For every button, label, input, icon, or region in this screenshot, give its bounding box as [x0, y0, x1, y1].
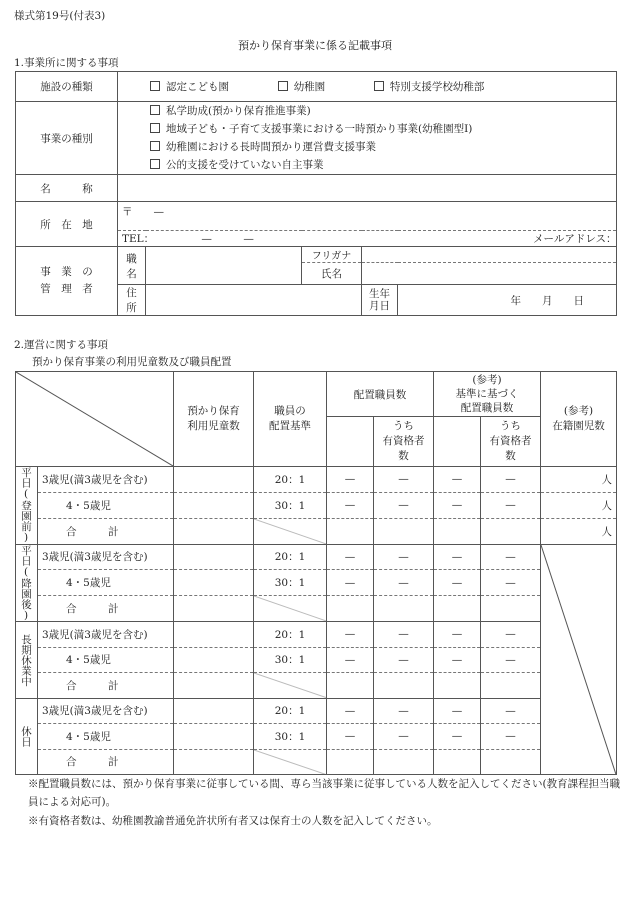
position-field[interactable] — [146, 247, 302, 285]
staff-ratio-cell: 20：1 — [254, 544, 327, 570]
age-group-label: 合 計 — [38, 749, 174, 775]
staff-ratio-cell: 20：1 — [254, 622, 327, 648]
age-group-label: 3歳児(満3歳児を含む) — [38, 698, 174, 724]
enrolled-count-cell[interactable]: 人 — [541, 492, 617, 518]
children-count-cell[interactable] — [174, 673, 254, 699]
staff-cell[interactable]: — — [374, 544, 434, 570]
staff-cell[interactable]: — — [481, 570, 541, 596]
email-label: メールアドレス： — [362, 231, 617, 247]
children-count-cell[interactable] — [174, 698, 254, 724]
facility-table — [15, 71, 617, 316]
staff-count-header: 配置職員数 — [327, 372, 434, 417]
person-name-label: 氏名 — [302, 263, 362, 285]
children-count-cell[interactable] — [174, 467, 254, 493]
staff-cell[interactable] — [481, 749, 541, 775]
address-label: 所 在 地 — [16, 202, 118, 247]
position-label: 職名 — [118, 247, 146, 285]
staff-cell[interactable]: — — [434, 647, 481, 673]
postal-code: 〒 — — [122, 206, 164, 218]
age-group-label: 合 計 — [38, 518, 174, 544]
staff-count-subheader — [327, 417, 374, 467]
children-count-cell[interactable] — [174, 647, 254, 673]
table-row — [16, 544, 617, 570]
manager-label: 事 業 の 管 理 者 — [16, 247, 118, 316]
children-count-cell[interactable] — [174, 749, 254, 775]
operations-table — [15, 371, 617, 775]
checkbox-icon[interactable] — [150, 159, 160, 169]
checkbox-icon[interactable] — [150, 123, 160, 133]
staff-cell[interactable]: — — [327, 698, 374, 724]
business-type-option[interactable]: 地域子ども・子育て支援事業における一時預かり事業(幼稚園型Ⅰ) — [150, 120, 612, 138]
checkbox-icon[interactable] — [374, 81, 384, 91]
table-row — [16, 596, 617, 622]
form-id: 様式第19号(付表3) — [14, 10, 106, 22]
birthdate-label: 生年 月日 — [362, 285, 398, 316]
staff-ratio-cell: 30：1 — [254, 724, 327, 750]
reference-staff-header: (参考) 基準に基づく 配置職員数 — [434, 372, 541, 417]
residence-label: 住所 — [118, 285, 146, 316]
staff-cell[interactable]: — — [327, 492, 374, 518]
staff-cell[interactable]: — — [327, 467, 374, 493]
period-label-text: 休日 — [20, 725, 32, 747]
staff-ratio-cell: 20：1 — [254, 698, 327, 724]
staff-cell[interactable] — [327, 673, 374, 699]
facility-type-option[interactable]: 幼稚園 — [278, 81, 326, 93]
staff-cell[interactable]: — — [481, 544, 541, 570]
staff-cell[interactable] — [434, 749, 481, 775]
note-qualified: ※有資格者数は、幼稚園教諭普通免許状所有者又は保育士の人数を記入してください。 — [28, 815, 438, 827]
business-type-label: 事業の種別 — [16, 102, 118, 175]
table-row — [16, 673, 617, 699]
staff-cell[interactable]: — — [327, 570, 374, 596]
checkbox-icon[interactable] — [150, 105, 160, 115]
section2-subheading: 預かり保育事業の利用児童数及び職員配置 — [32, 356, 232, 368]
residence-field[interactable] — [146, 285, 362, 316]
business-type-option[interactable]: 公的支援を受けていない自主事業 — [150, 156, 612, 174]
tel-field[interactable]: TEL： — — — [118, 231, 362, 247]
staff-cell[interactable]: — — [327, 622, 374, 648]
children-count-cell[interactable] — [174, 622, 254, 648]
name-field[interactable] — [118, 175, 617, 202]
staff-cell[interactable]: — — [327, 724, 374, 750]
staff-cell[interactable]: — — [374, 698, 434, 724]
age-group-label: 合 計 — [38, 596, 174, 622]
facility-type-options — [118, 72, 617, 102]
staff-cell[interactable] — [481, 673, 541, 699]
diagonal-line — [254, 673, 326, 698]
table-row — [16, 698, 617, 724]
age-group-label: 3歳児(満3歳児を含む) — [38, 467, 174, 493]
staff-ratio-cell: 30：1 — [254, 647, 327, 673]
staff-cell[interactable]: — — [374, 647, 434, 673]
staff-ratio-cell — [254, 749, 327, 775]
name-label: 名 称 — [16, 175, 118, 202]
staff-cell[interactable]: — — [481, 647, 541, 673]
staff-cell[interactable] — [327, 749, 374, 775]
staff-cell[interactable]: — — [481, 724, 541, 750]
age-group-label: 4・5歳児 — [38, 570, 174, 596]
furigana-field[interactable] — [362, 247, 617, 263]
table-row — [16, 570, 617, 596]
staff-cell[interactable] — [374, 596, 434, 622]
section1-heading: 1.事業所に関する事項 — [14, 57, 119, 69]
business-type-option[interactable]: 幼稚園における長時間預かり運営費支援事業 — [150, 138, 612, 156]
staff-cell[interactable]: — — [434, 544, 481, 570]
period-label — [16, 467, 38, 545]
staff-cell[interactable]: — — [374, 492, 434, 518]
enrolled-blank-cell — [541, 544, 617, 775]
children-count-cell[interactable] — [174, 492, 254, 518]
staff-cell[interactable]: — — [327, 544, 374, 570]
children-count-header: 預かり保育 利用児童数 — [174, 372, 254, 467]
address-field[interactable] — [118, 202, 617, 231]
staff-cell[interactable]: — — [434, 467, 481, 493]
staff-cell[interactable]: — — [434, 724, 481, 750]
age-group-label: 4・5歳児 — [38, 492, 174, 518]
staff-cell[interactable]: — — [374, 570, 434, 596]
staff-cell[interactable] — [327, 518, 374, 544]
staff-cell[interactable] — [434, 596, 481, 622]
age-group-label: 3歳児(満3歳児を含む) — [38, 622, 174, 648]
staff-cell[interactable]: — — [434, 622, 481, 648]
table-row — [16, 492, 617, 518]
staff-cell[interactable] — [374, 749, 434, 775]
period-label-text: 平日(登園前) — [20, 467, 32, 544]
period-label — [16, 544, 38, 622]
header-corner — [16, 372, 174, 467]
staff-cell[interactable]: — — [481, 492, 541, 518]
table-row — [16, 518, 617, 544]
diagonal-line — [254, 519, 326, 544]
table-row — [16, 622, 617, 648]
business-type-options — [118, 102, 617, 175]
note-staff: ※配置職員数には、預かり保育事業に従事している間、専ら当該事業に従事している人数を記入してください(教育課程担当職員による対応可)。 — [28, 778, 621, 808]
staff-cell[interactable]: — — [374, 724, 434, 750]
period-label-text: 長期休業中 — [20, 633, 32, 686]
staff-standard-header: 職員の 配置基準 — [254, 372, 327, 467]
diagonal-line — [254, 596, 326, 621]
checkbox-icon[interactable] — [278, 81, 288, 91]
age-group-label: 4・5歳児 — [38, 724, 174, 750]
age-group-label: 3歳児(満3歳児を含む) — [38, 544, 174, 570]
checkbox-icon[interactable] — [150, 141, 160, 151]
enrolled-count-cell[interactable]: 人 — [541, 467, 617, 493]
staff-cell[interactable] — [374, 673, 434, 699]
facility-type-option[interactable]: 特別支援学校幼稚部 — [374, 81, 485, 93]
qualified-header: うち 有資格者 数 — [374, 417, 434, 467]
ref-qualified-header: うち 有資格者 数 — [481, 417, 541, 467]
staff-cell[interactable] — [481, 596, 541, 622]
diagonal-line — [541, 545, 616, 775]
staff-cell[interactable]: — — [481, 622, 541, 648]
staff-cell[interactable]: — — [481, 698, 541, 724]
staff-cell[interactable]: — — [434, 698, 481, 724]
furigana-label: フリガナ — [302, 247, 362, 263]
table-row — [16, 749, 617, 775]
person-name-field[interactable] — [362, 263, 617, 285]
facility-type-label: 施設の種類 — [16, 72, 118, 102]
children-count-cell[interactable] — [174, 596, 254, 622]
diagonal-line — [16, 372, 173, 466]
staff-cell[interactable]: — — [434, 570, 481, 596]
table-row — [16, 647, 617, 673]
staff-cell[interactable]: — — [327, 647, 374, 673]
staff-cell[interactable] — [327, 596, 374, 622]
staff-cell[interactable] — [481, 518, 541, 544]
ref-staff-subheader — [434, 417, 481, 467]
period-label-text: 平日(降園後) — [20, 544, 32, 621]
enrolled-count-cell[interactable]: 人 — [541, 518, 617, 544]
staff-cell[interactable]: — — [374, 622, 434, 648]
staff-cell[interactable] — [434, 673, 481, 699]
staff-ratio-cell — [254, 596, 327, 622]
staff-cell[interactable] — [434, 518, 481, 544]
children-count-cell[interactable] — [174, 724, 254, 750]
children-count-cell[interactable] — [174, 570, 254, 596]
staff-ratio-cell — [254, 673, 327, 699]
staff-cell[interactable] — [374, 518, 434, 544]
table-row — [16, 724, 617, 750]
page-title: 預かり保育事業に係る記載事項 — [238, 39, 392, 52]
staff-ratio-cell: 20：1 — [254, 467, 327, 493]
checkbox-icon[interactable] — [150, 81, 160, 91]
section2-heading: 2.運営に関する事項 — [14, 339, 109, 351]
period-label — [16, 622, 38, 699]
staff-cell[interactable]: — — [374, 467, 434, 493]
enrolled-header: (参考) 在籍園児数 — [541, 372, 617, 467]
birthdate-field[interactable]: 年 月 日 — [398, 285, 617, 316]
business-type-option[interactable]: 私学助成(預かり保育推進事業) — [150, 102, 612, 120]
table-row — [16, 467, 617, 493]
diagonal-line — [254, 750, 326, 775]
children-count-cell[interactable] — [174, 544, 254, 570]
staff-ratio-cell: 30：1 — [254, 570, 327, 596]
age-group-label: 合 計 — [38, 673, 174, 699]
age-group-label: 4・5歳児 — [38, 647, 174, 673]
period-label — [16, 698, 38, 775]
staff-ratio-cell — [254, 518, 327, 544]
children-count-cell[interactable] — [174, 518, 254, 544]
staff-ratio-cell: 30：1 — [254, 492, 327, 518]
facility-type-option[interactable]: 認定こども園 — [150, 81, 229, 93]
staff-cell[interactable]: — — [481, 467, 541, 493]
staff-cell[interactable]: — — [434, 492, 481, 518]
